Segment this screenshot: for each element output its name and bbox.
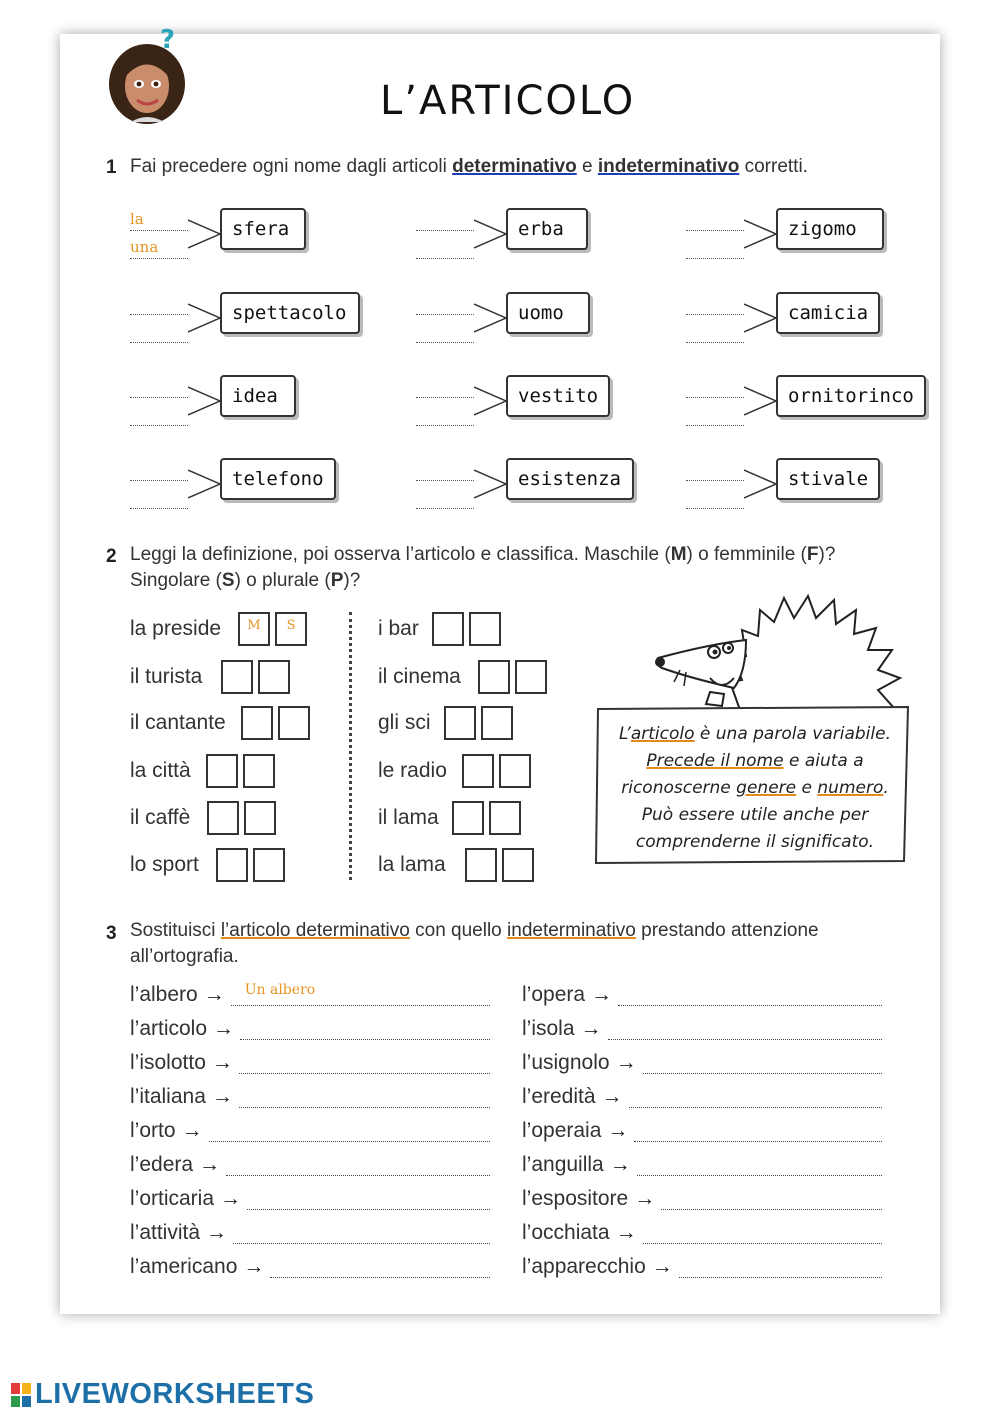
article-item (130, 458, 370, 508)
number-answer-box[interactable] (502, 848, 534, 882)
replace-item (522, 1114, 882, 1148)
instr-text: prestando attenzione (635, 920, 819, 941)
note-numero: numero (817, 778, 884, 798)
article-item (416, 458, 656, 508)
exercise-1-instruction (130, 154, 808, 180)
number-answer-box[interactable] (489, 801, 521, 835)
article-item (416, 375, 656, 425)
gender-answer-box[interactable] (207, 801, 239, 835)
answer-line[interactable] (637, 1155, 882, 1176)
answer-line[interactable] (240, 1019, 490, 1040)
arrow-icon: → (601, 1085, 623, 1108)
classify-item (130, 706, 310, 740)
number-answer-box[interactable] (515, 660, 547, 694)
gender-answer-box[interactable] (206, 754, 238, 788)
gender-answer-box[interactable] (444, 706, 476, 740)
answer-line[interactable] (618, 985, 882, 1006)
indeterminative-article-field[interactable] (416, 488, 474, 509)
article-item (416, 292, 656, 342)
word-with-article: l’orticaria (130, 1187, 215, 1210)
determinative-article-field[interactable] (130, 294, 188, 315)
answer-text: Un albero (244, 981, 316, 998)
replace-item (130, 1080, 490, 1114)
instr-text: Singolare ( (130, 570, 222, 591)
instr-text: corretti. (739, 156, 808, 177)
instr-text: Fai precedere ogni nome dagli articoli (130, 156, 453, 177)
replace-item (522, 978, 882, 1012)
answer-line[interactable] (239, 1087, 490, 1108)
arrow-icon: → (615, 1051, 637, 1074)
noun-with-article: la preside (130, 617, 222, 641)
noun-with-article: la città (130, 759, 191, 783)
word-with-article: l’occhiata (522, 1221, 610, 1244)
liveworksheets-logo (10, 1378, 314, 1411)
noun-card: idea (220, 375, 296, 417)
arrow-icon: → (651, 1255, 673, 1278)
connector-lines (188, 385, 222, 417)
connector-lines (474, 468, 508, 500)
connector-lines (474, 385, 508, 417)
word-with-article: l’opera (522, 983, 586, 1006)
instr-text: Sostituisci (130, 920, 221, 941)
footer-brand-text: LIVEWORKSHEETS (35, 1378, 315, 1410)
determinative-article-field[interactable] (686, 377, 744, 398)
classify-item (130, 848, 285, 882)
gender-answer-box[interactable] (216, 848, 248, 882)
instr-text: )? (818, 544, 836, 565)
determinative-article-field[interactable]: la (130, 210, 188, 231)
determinative-article-field[interactable] (416, 294, 474, 315)
replace-item (130, 1012, 490, 1046)
answer-line[interactable] (629, 1087, 882, 1108)
arrow-icon: → (580, 1017, 602, 1040)
classify-item (378, 706, 513, 740)
exercise-3-instruction (130, 918, 910, 970)
word-with-article: l’anguilla (522, 1153, 604, 1176)
answer-line[interactable] (661, 1189, 882, 1210)
answer-line[interactable] (233, 1223, 490, 1244)
number-answer-box[interactable] (258, 660, 290, 694)
arrow-icon: → (607, 1119, 629, 1142)
instr-text: con quello (409, 920, 508, 941)
answer-text: M (247, 618, 261, 634)
note-text: riconoscerne (621, 778, 737, 798)
indeterminative-article-field[interactable] (416, 322, 474, 343)
instr-text: ) o plurale ( (234, 570, 331, 591)
noun-with-article: la lama (378, 853, 446, 877)
article-item (416, 208, 656, 258)
arrow-icon: → (211, 1051, 233, 1074)
number-answer-box[interactable] (499, 754, 531, 788)
connector-lines (744, 218, 778, 250)
replace-item (522, 1148, 882, 1182)
determinative-article-field[interactable] (686, 460, 744, 481)
gender-answer-box[interactable] (221, 660, 253, 694)
word-with-article: l’espositore (522, 1187, 629, 1210)
arrow-icon: → (634, 1187, 656, 1210)
connector-lines (188, 302, 222, 334)
classify-item (378, 754, 531, 788)
word-with-article: l’articolo (130, 1017, 208, 1040)
exercise-3-number: 3 (106, 923, 117, 944)
determinative-article-field[interactable] (686, 210, 744, 231)
gender-answer-box[interactable] (241, 706, 273, 740)
replace-item (130, 978, 490, 1012)
classify-item (378, 801, 521, 835)
noun-with-article: gli sci (378, 711, 431, 735)
note-text: è una parola variabile. (694, 724, 891, 744)
note-text: . (883, 778, 889, 798)
replace-item (522, 1012, 882, 1046)
classify-item (130, 801, 276, 835)
noun-with-article: le radio (378, 759, 447, 783)
indeterminative-article-field[interactable]: una (130, 238, 188, 259)
exercise-2-number: 2 (106, 546, 117, 567)
note-precede: Precede il nome (646, 751, 784, 771)
replace-item (130, 1250, 490, 1284)
note-text: comprenderne il significato. (635, 832, 875, 852)
replace-item (130, 1182, 490, 1216)
word-with-article: l’orto (130, 1119, 176, 1142)
word-with-article: l’apparecchio (522, 1255, 646, 1278)
number-answer-box[interactable] (244, 801, 276, 835)
note-text: e (796, 778, 818, 798)
arrow-icon: → (609, 1153, 631, 1176)
instr-text: Leggi la definizione, poi osserva l’articolo e classifica. Maschile ( (130, 544, 671, 565)
noun-card: esistenza (506, 458, 634, 500)
noun-card: erba (506, 208, 588, 250)
answer-line[interactable] (209, 1121, 490, 1142)
number-answer-box[interactable] (469, 612, 501, 646)
replace-item (522, 1216, 882, 1250)
noun-with-article: lo sport (130, 853, 199, 877)
instr-indeterminativo: indeterminativo (507, 920, 636, 941)
teacher-avatar (106, 22, 188, 126)
answer-line[interactable] (239, 1053, 490, 1074)
replace-item (522, 1182, 882, 1216)
article-item (686, 208, 926, 258)
instr-text: e (576, 156, 598, 177)
word-with-article: l’edera (130, 1153, 194, 1176)
replace-item (522, 1080, 882, 1114)
instr-articolo-determinativo: l’articolo determinativo (220, 920, 410, 941)
answer-line[interactable] (634, 1121, 882, 1142)
gender-answer-box[interactable] (452, 801, 484, 835)
noun-card: uomo (506, 292, 590, 334)
word-with-article: l’operaia (522, 1119, 602, 1142)
classify-item (378, 660, 547, 694)
answer-line[interactable] (226, 1155, 490, 1176)
instr-s: S (221, 570, 235, 591)
classify-item (130, 660, 290, 694)
exercise-2-instruction (130, 542, 910, 594)
noun-with-article: il cinema (378, 665, 461, 689)
instr-p: P (330, 570, 344, 591)
arrow-icon: → (211, 1085, 233, 1108)
instr-f: F (806, 544, 819, 565)
indeterminative-article-field[interactable] (416, 238, 474, 259)
gender-answer-box[interactable] (432, 612, 464, 646)
arrow-icon: → (591, 983, 613, 1006)
determinative-article-field[interactable] (416, 210, 474, 231)
replace-item (522, 1250, 882, 1284)
instr-m: M (670, 544, 687, 565)
arrow-icon: → (199, 1153, 221, 1176)
indeterminative-article-field[interactable] (130, 322, 188, 343)
article-item (686, 458, 926, 508)
article-item (130, 375, 370, 425)
noun-with-article: il caffè (130, 806, 191, 830)
word-with-article: l’eredità (522, 1085, 596, 1108)
note-text: L’ (619, 724, 631, 744)
word-with-article: l’italiana (130, 1085, 206, 1108)
answer-line[interactable] (270, 1257, 490, 1278)
indeterminative-article-field[interactable] (686, 322, 744, 343)
noun-card: telefono (220, 458, 336, 500)
answer-line[interactable] (247, 1189, 490, 1210)
noun-with-article: il cantante (130, 711, 226, 735)
svg-text:?: ? (160, 25, 176, 55)
article-item (686, 375, 926, 425)
exercise-1-number: 1 (106, 157, 117, 178)
instr-determinativo: determinativo (452, 156, 577, 177)
noun-card: stivale (776, 458, 880, 500)
gender-answer-box[interactable] (478, 660, 510, 694)
connector-lines (744, 468, 778, 500)
answer-line[interactable] (643, 1223, 882, 1244)
word-with-article: l’isolotto (130, 1051, 206, 1074)
replace-item (130, 1216, 490, 1250)
arrow-icon: → (203, 983, 225, 1006)
number-answer-box[interactable] (481, 706, 513, 740)
determinative-article-field[interactable] (130, 377, 188, 398)
connector-lines (744, 385, 778, 417)
answer-line[interactable] (679, 1257, 882, 1278)
instr-text: )? (343, 570, 361, 591)
noun-card: sfera (220, 208, 306, 250)
definition-text (610, 721, 900, 856)
noun-card: zigomo (776, 208, 884, 250)
arrow-icon: → (213, 1017, 235, 1040)
number-answer-box[interactable] (243, 754, 275, 788)
noun-with-article: il turista (130, 665, 203, 689)
replace-item (522, 1046, 882, 1080)
gender-answer-box[interactable] (238, 612, 270, 646)
noun-card: spettacolo (220, 292, 360, 334)
determinative-article-field[interactable] (130, 460, 188, 481)
answer-text: S (286, 618, 296, 634)
determinative-article-field[interactable] (686, 294, 744, 315)
noun-card: vestito (506, 375, 610, 417)
classify-item (130, 612, 307, 646)
arrow-icon: → (220, 1187, 242, 1210)
definition-note (592, 705, 912, 865)
word-with-article: l’attività (130, 1221, 201, 1244)
arrow-icon: → (615, 1221, 637, 1244)
number-answer-box[interactable] (278, 706, 310, 740)
connector-lines (744, 302, 778, 334)
word-with-article: l’americano (130, 1255, 238, 1278)
instr-text: all’ortografia. (130, 946, 239, 967)
connector-lines (188, 468, 222, 500)
classify-item (378, 848, 534, 882)
arrow-icon: → (206, 1221, 228, 1244)
arrow-icon: → (243, 1255, 265, 1278)
answer-line[interactable] (643, 1053, 882, 1074)
note-text: e aiuta a (783, 751, 864, 771)
note-articolo: articolo (630, 724, 695, 744)
classify-item (130, 754, 275, 788)
connector-lines (474, 218, 508, 250)
answer-line[interactable] (608, 1019, 882, 1040)
indeterminative-article-field[interactable] (130, 405, 188, 426)
word-with-article: l’albero (130, 983, 198, 1006)
column-divider (349, 612, 352, 880)
determinative-article-field[interactable] (416, 377, 474, 398)
indeterminative-article-field[interactable] (686, 405, 744, 426)
note-text: Può essere utile anche per (641, 805, 869, 825)
gender-answer-box[interactable] (465, 848, 497, 882)
word-with-article: l’isola (522, 1017, 575, 1040)
noun-card: camicia (776, 292, 880, 334)
replace-item (130, 1148, 490, 1182)
article-item (130, 208, 370, 258)
word-with-article: l’usignolo (522, 1051, 610, 1074)
determinative-article-field[interactable] (416, 460, 474, 481)
noun-with-article: il lama (378, 806, 439, 830)
noun-card: ornitorinco (776, 375, 926, 417)
instr-indeterminativo: indeterminativo (597, 156, 740, 177)
replace-item (130, 1114, 490, 1148)
indeterminative-article-field[interactable] (416, 405, 474, 426)
answer-line[interactable] (231, 981, 490, 1006)
page-title: L’ARTICOLO (380, 78, 636, 124)
indeterminative-article-field[interactable] (686, 488, 744, 509)
indeterminative-article-field[interactable] (130, 488, 188, 509)
note-genere: genere (736, 778, 797, 798)
noun-with-article: i bar (378, 617, 419, 641)
connector-lines (188, 218, 222, 250)
gender-answer-box[interactable] (462, 754, 494, 788)
connector-lines (474, 302, 508, 334)
classify-item (378, 612, 501, 646)
article-item (130, 292, 370, 342)
instr-text: ) o femminile ( (686, 544, 807, 565)
number-answer-box[interactable] (253, 848, 285, 882)
article-item (686, 292, 926, 342)
arrow-icon: → (181, 1119, 203, 1142)
number-answer-box[interactable] (275, 612, 307, 646)
indeterminative-article-field[interactable] (686, 238, 744, 259)
hedgehog-illustration (650, 592, 910, 720)
liveworksheets-icon (10, 1382, 32, 1408)
replace-item (130, 1046, 490, 1080)
